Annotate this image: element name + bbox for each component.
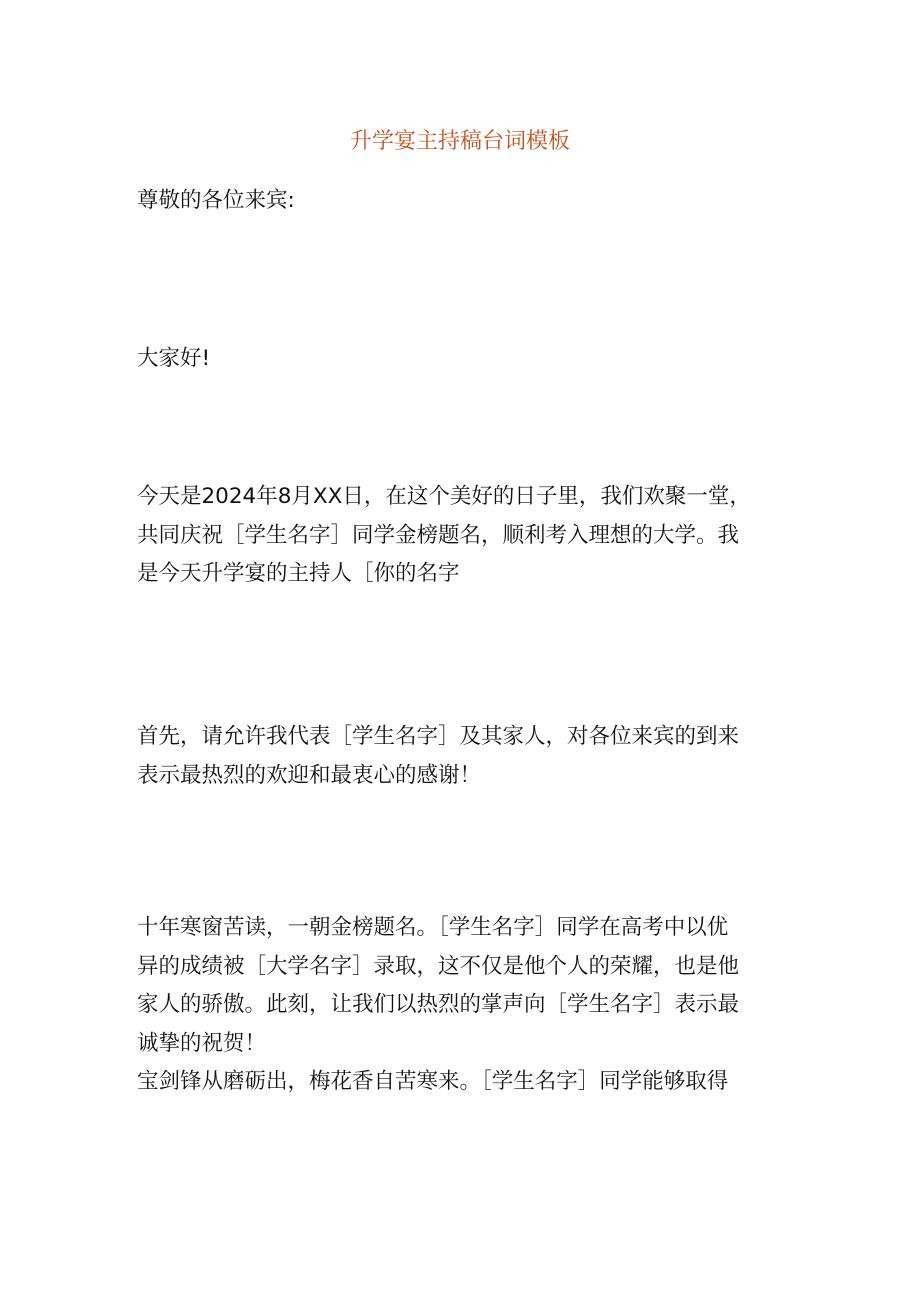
text-line: 表示最热烈的欢迎和最衷心的感谢！ [137, 762, 482, 788]
text-line: 诚挚的祝贺！ [137, 1030, 267, 1056]
text-line: 首先，请允许我代表［学生名字］及其家人，对各位来宾的到来 [137, 724, 740, 749]
text-line: 大家好! [137, 346, 211, 371]
text-line: 今天是2024年8月XX日，在这个美好的日子里，我们欢聚一堂， [137, 484, 751, 509]
paragraph-thanks [137, 718, 787, 795]
paragraph-introduction [137, 478, 787, 594]
text-line: 十年寒窗苦读，一朝金榜题名。［学生名字］同学在高考中以优 [137, 915, 729, 940]
text-line: 家人的骄傲。此刻，让我们以热烈的掌声向［学生名字］表示最 [137, 992, 740, 1017]
text-line: 宝剑锋从磨砺出，梅花香自苦寒来。［学生名字］同学能够取得 [137, 1069, 729, 1094]
text-line: 是今天升学宴的主持人［你的名字 [137, 561, 460, 586]
paragraph-greeting [137, 340, 787, 379]
paragraph-salutation [137, 182, 787, 221]
document-title: 升学宴主持稿台词模板 [349, 129, 570, 154]
text-line: 异的成绩被［大学名字］录取，这不仅是他个人的荣耀，也是他 [137, 953, 740, 979]
paragraph-congratulations [137, 909, 787, 1102]
text-line: 共同庆祝［学生名字］同学金榜题名，顺利考入理想的大学。我 [137, 522, 740, 548]
text-line: 尊敬的各位来宾: [137, 188, 295, 213]
